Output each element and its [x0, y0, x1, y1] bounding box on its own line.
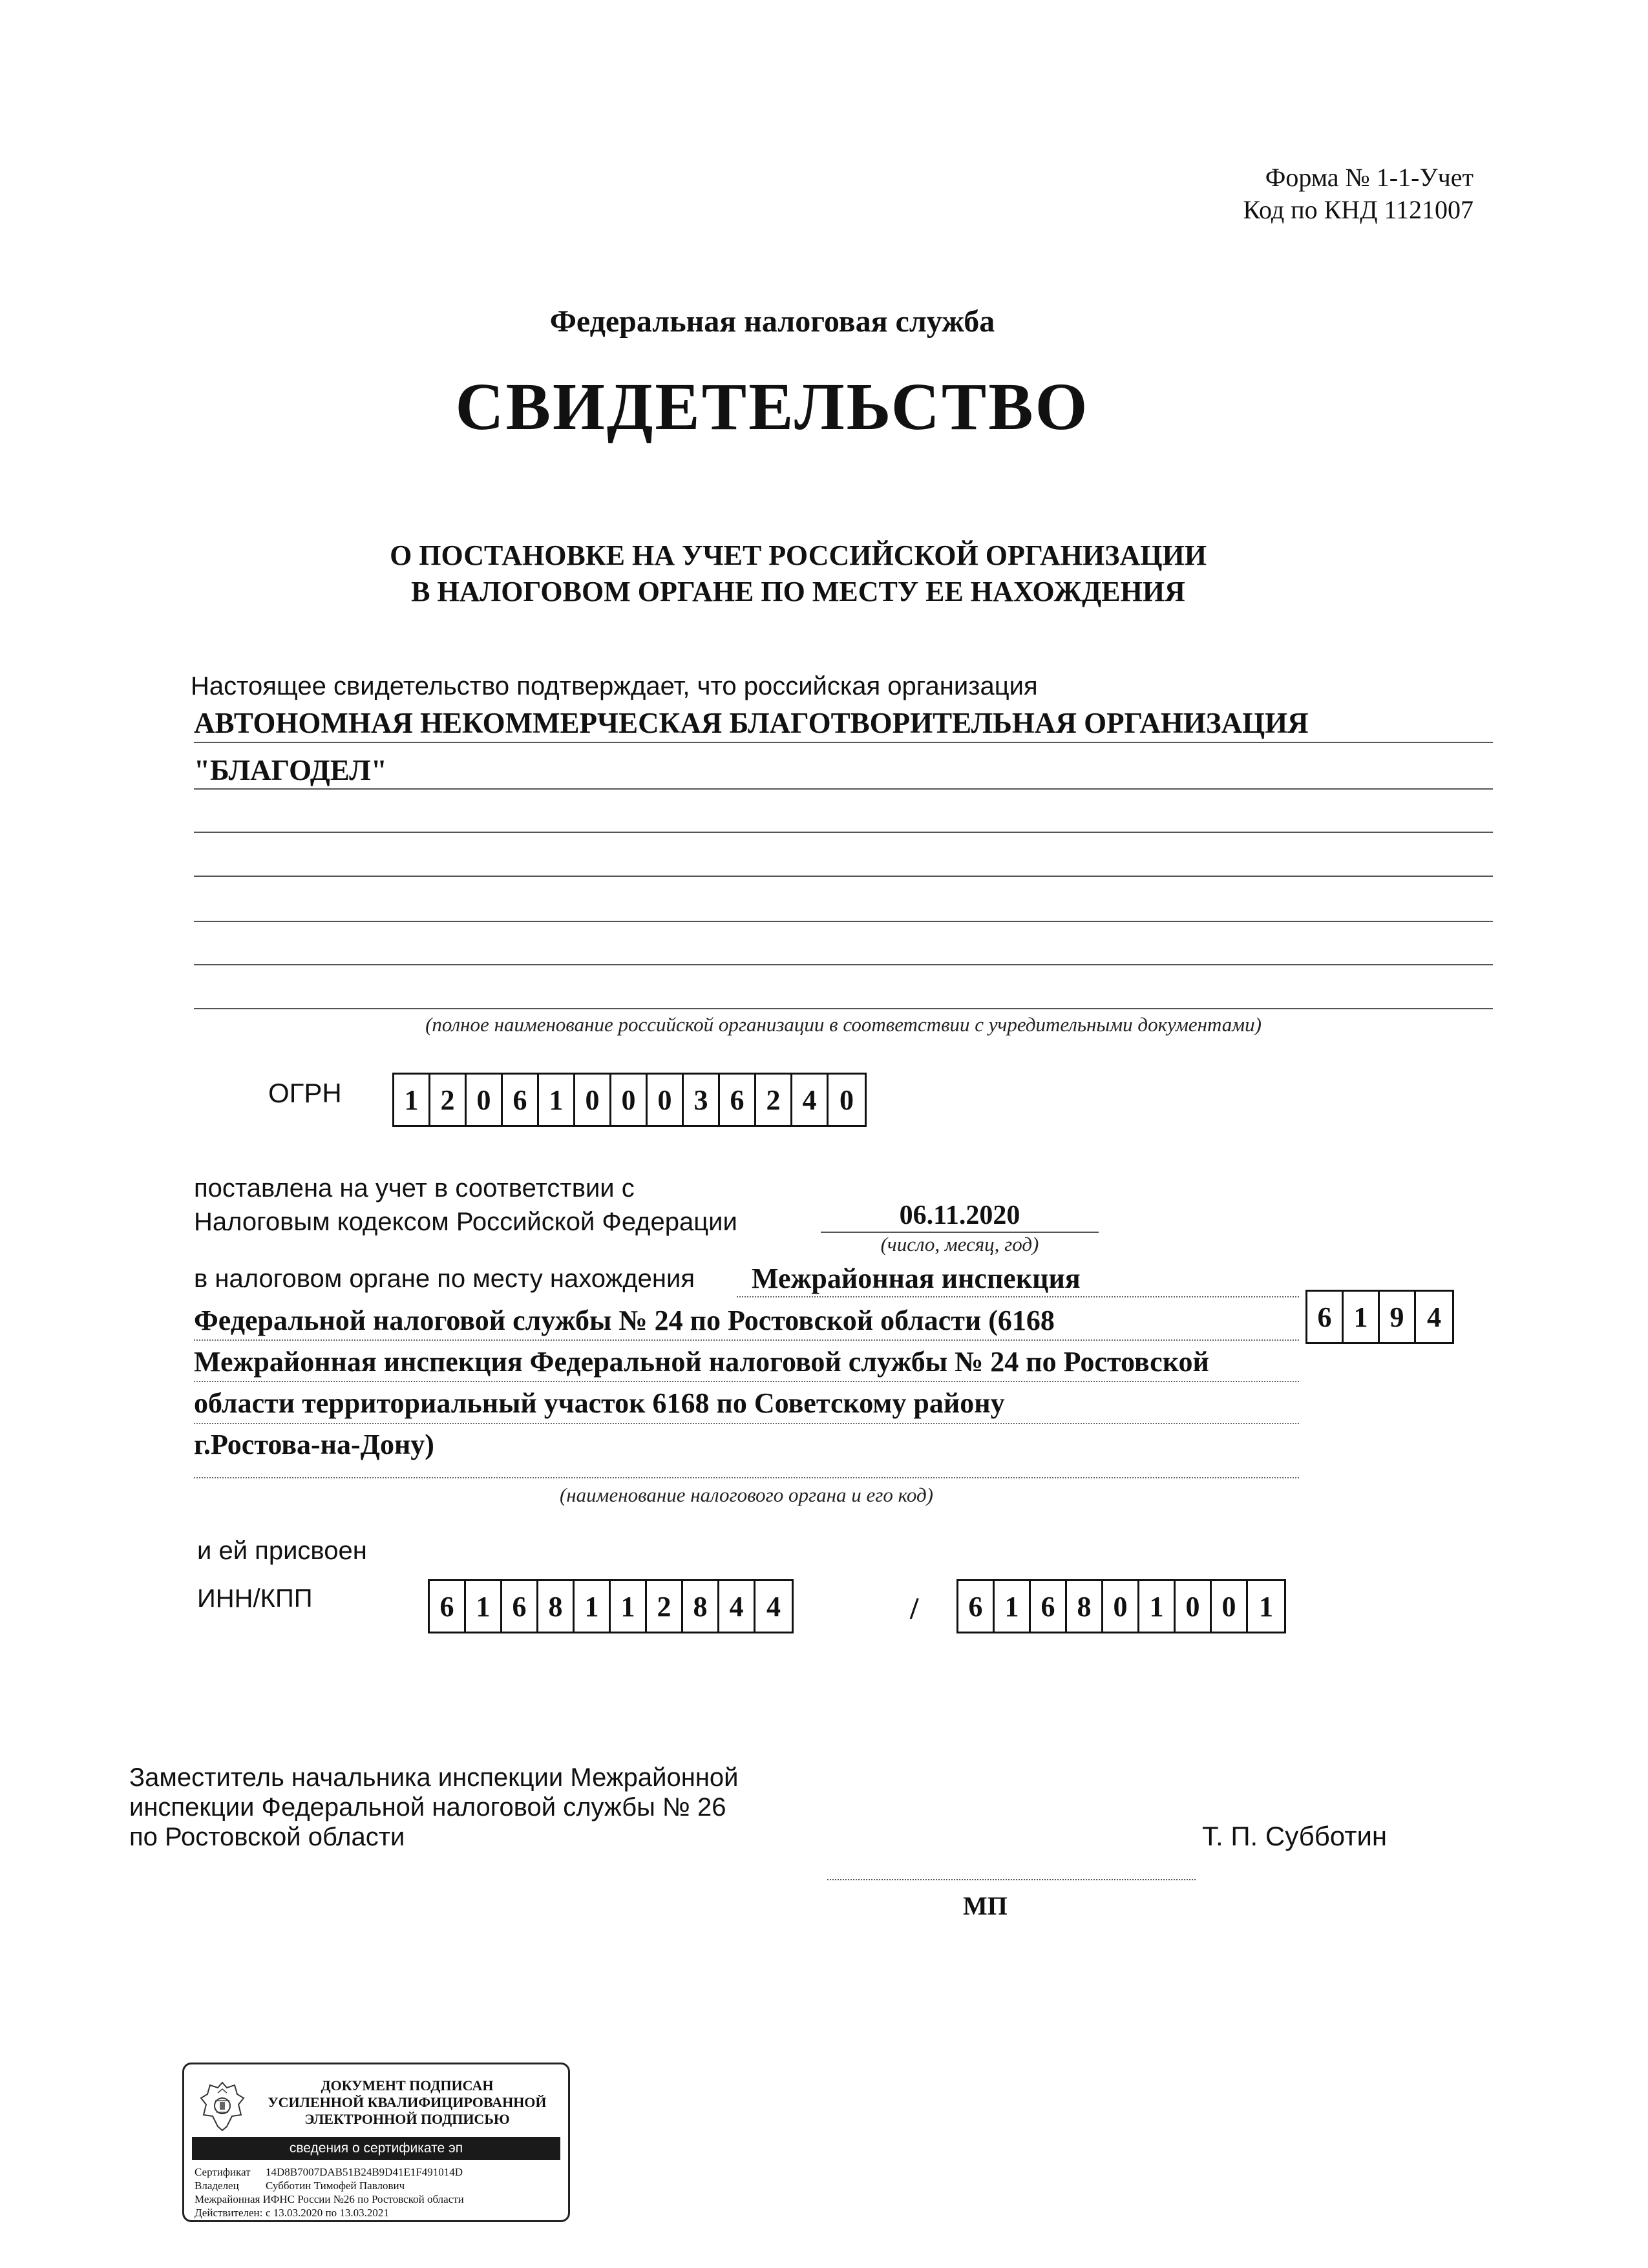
ogrn-boxes	[392, 1073, 867, 1127]
ogrn-digit: 0	[648, 1075, 684, 1125]
inn-kpp-label: ИНН/КПП	[197, 1584, 313, 1613]
registration-text	[194, 1171, 737, 1239]
stamp-owner-label: Владелец	[195, 2179, 239, 2192]
signature-line	[827, 1879, 1196, 1880]
inn-digit: 8	[683, 1581, 719, 1632]
inn-digit: 6	[502, 1581, 538, 1632]
signatory-position-line-1: Заместитель начальника инспекции Межрайонной	[129, 1763, 739, 1792]
stamp-valid-label: Действителен:	[195, 2207, 263, 2219]
tax-office-underline-5	[194, 1477, 1299, 1478]
kpp-boxes	[956, 1579, 1286, 1633]
org-name-underline-2	[194, 788, 1493, 790]
subtitle-line-2: В НАЛОГОВОМ ОРГАНЕ ПО МЕСТУ ЕЕ НАХОЖДЕНИЯ	[411, 576, 1185, 607]
stamp-owner-value: Субботин Тимофей Павлович	[266, 2179, 405, 2192]
inn-digit: 1	[575, 1581, 611, 1632]
inn-digit: 4	[719, 1581, 755, 1632]
tax-office-line-5: г.Ростова-на-Дону)	[194, 1429, 434, 1460]
stamp-certificate-bar: сведения о сертификате эп	[192, 2137, 560, 2160]
tax-office-line-2: Федеральной налоговой службы № 24 по Ростовской области (6168	[194, 1305, 1055, 1336]
intro-text: Настоящее свидетельство подтверждает, что российская организация	[191, 672, 1038, 700]
eagle-emblem-icon	[198, 2079, 246, 2133]
org-name-underline-5	[194, 921, 1493, 922]
tax-office-code-digit: 6	[1307, 1292, 1344, 1342]
ogrn-digit: 1	[394, 1075, 430, 1125]
kpp-digit: 1	[1139, 1581, 1176, 1632]
tax-office-prefix: в налоговом органе по месту нахождения	[194, 1265, 695, 1293]
inn-digit: 4	[766, 1590, 781, 1622]
inn-kpp-separator: /	[910, 1591, 919, 1626]
tax-office-code-digit: 9	[1380, 1292, 1416, 1342]
stamp-heading-line-2: УСИЛЕННОЙ КВАЛИФИЦИРОВАННОЙ	[268, 2094, 547, 2110]
ogrn-digit: 0	[467, 1075, 503, 1125]
stamp-heading-line-1: ДОКУМЕНТ ПОДПИСАН	[321, 2077, 494, 2094]
kpp-digit: 1	[995, 1581, 1031, 1632]
inn-digit: 1	[611, 1581, 647, 1632]
ogrn-digit: 6	[503, 1075, 539, 1125]
org-name-line-2: "БЛАГОДЕЛ"	[194, 754, 387, 786]
registration-date: 06.11.2020	[899, 1201, 1020, 1230]
knd-code: Код по КНД 1121007	[1243, 195, 1474, 224]
kpp-digit: 0	[1176, 1581, 1212, 1632]
stamp-details	[195, 2165, 563, 2220]
stamp-heading	[255, 2077, 559, 2128]
tax-office-underline-1	[737, 1296, 1299, 1297]
tax-office-code-digit: 4	[1427, 1301, 1441, 1333]
e-signature-stamp	[182, 2063, 570, 2222]
signatory-name: Т. П. Субботин	[1202, 1821, 1388, 1851]
kpp-digit: 6	[958, 1581, 995, 1632]
registration-text-line-1: поставлена на учет в соответствии с	[194, 1174, 635, 1202]
org-name-line-1: АВТОНОМНАЯ НЕКОММЕРЧЕСКАЯ БЛАГОТВОРИТЕЛЬНАЯ ОРГАНИЗАЦИЯ	[194, 707, 1309, 739]
ogrn-digit: 0	[575, 1075, 611, 1125]
stamp-heading-line-3: ЭЛЕКТРОННОЙ ПОДПИСЬЮ	[304, 2111, 510, 2127]
tax-office-underline-2	[194, 1339, 1299, 1341]
signatory-position	[129, 1763, 739, 1852]
assigned-label: и ей присвоен	[197, 1537, 367, 1565]
tax-office-line-1: Межрайонная инспекция	[752, 1263, 1081, 1294]
org-name-underline-3	[194, 832, 1493, 833]
registration-text-line-2: Налоговым кодексом Российской Федерации	[194, 1208, 737, 1236]
stamp-org-line: Межрайонная ИФНС России №26 по Ростовской области	[195, 2193, 464, 2205]
registration-date-hint: (число, месяц, год)	[880, 1233, 1039, 1255]
inn-digit: 8	[538, 1581, 575, 1632]
tax-office-line-3: Межрайонная инспекция Федеральной налоговой службы № 24 по Ростовской	[194, 1346, 1209, 1378]
signatory-position-line-3: по Ростовской области	[129, 1823, 405, 1851]
kpp-digit: 8	[1067, 1581, 1103, 1632]
ogrn-label: ОГРН	[268, 1078, 342, 1108]
kpp-digit: 0	[1103, 1581, 1139, 1632]
ogrn-digit: 0	[611, 1075, 648, 1125]
tax-office-line-4: области территориальный участок 6168 по Советскому району	[194, 1387, 1005, 1419]
ogrn-digit: 6	[720, 1075, 756, 1125]
form-header	[1189, 162, 1474, 226]
inn-digit: 6	[430, 1581, 466, 1632]
stamp-cert-value: 14D8B7007DAB51B24B9D41E1F491014D	[266, 2166, 463, 2178]
stamp-cert-label: Сертификат	[195, 2166, 251, 2178]
tax-office-code-boxes	[1305, 1290, 1454, 1344]
tax-office-code-digit: 1	[1344, 1292, 1380, 1342]
subtitle-line-1: О ПОСТАНОВКЕ НА УЧЕТ РОССИЙСКОЙ ОРГАНИЗАЦИИ	[390, 540, 1207, 571]
form-number: Форма № 1-1-Учет	[1265, 163, 1474, 192]
ogrn-digit: 2	[430, 1075, 467, 1125]
kpp-digit: 1	[1259, 1590, 1273, 1622]
ogrn-digit: 3	[684, 1075, 720, 1125]
inn-boxes	[428, 1579, 794, 1633]
ogrn-digit: 4	[792, 1075, 829, 1125]
tax-office-underline-4	[194, 1423, 1299, 1424]
stamp-valid-value: с 13.03.2020 по 13.03.2021	[266, 2207, 389, 2219]
seal-label: МП	[963, 1891, 1008, 1920]
org-name-underline-7	[194, 1008, 1493, 1009]
signatory-position-line-2: инспекции Федеральной налоговой службы № 26	[129, 1793, 726, 1822]
kpp-digit: 0	[1212, 1581, 1248, 1632]
org-name-underline-4	[194, 876, 1493, 877]
org-name-underline-6	[194, 964, 1493, 965]
agency-name: Федеральная налоговая служба	[549, 304, 995, 339]
ogrn-digit: 2	[756, 1075, 792, 1125]
tax-office-underline-3	[194, 1381, 1299, 1382]
document-subtitle	[0, 538, 1648, 610]
inn-digit: 1	[466, 1581, 502, 1632]
document-title: СВИДЕТЕЛЬСТВО	[455, 370, 1090, 444]
ogrn-digit: 1	[539, 1075, 575, 1125]
org-name-underline-1	[194, 742, 1493, 743]
inn-digit: 2	[647, 1581, 683, 1632]
tax-office-hint: (наименование налогового органа и его код)	[559, 1484, 933, 1506]
ogrn-digit: 0	[840, 1084, 854, 1116]
kpp-digit: 6	[1031, 1581, 1067, 1632]
org-name-hint: (полное наименование российской организации в соответствии с учредительными документами)	[425, 1013, 1262, 1036]
